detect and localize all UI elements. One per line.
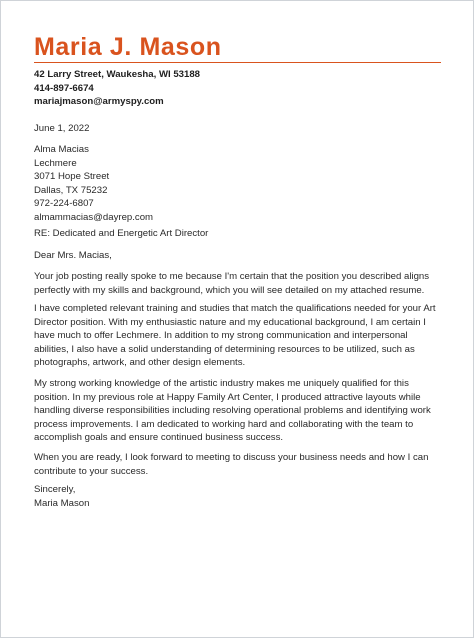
sender-phone: 414-897-6674 <box>34 82 94 94</box>
letter-date: June 1, 2022 <box>34 123 90 134</box>
paragraph-line: perfectly with my skills and background, which you will see detailed on my attached resume. <box>34 284 425 296</box>
paragraph-line: abilities, I also have a solid understanding of determining resources to be utilized, such as <box>34 343 415 355</box>
paragraph-2 <box>34 302 449 370</box>
paragraph-line: I have completed relevant training and studies that match the qualifications needed for your Art <box>34 303 436 314</box>
sender-name: Maria J. Mason <box>34 33 222 61</box>
closing: Sincerely, <box>34 484 76 495</box>
recipient-company: Lechmere <box>34 157 77 169</box>
signature-name: Maria Mason <box>34 497 90 509</box>
paragraph-line: position. In my previous role at Happy Family Art Center, I produced attractive layouts while <box>34 391 421 403</box>
paragraph-line: When you are ready, I look forward to meeting to discuss your business needs and how I can <box>34 452 429 463</box>
header-divider <box>34 62 441 63</box>
paragraph-line: accomplish goals and ensure continued business success. <box>34 432 284 444</box>
paragraph-line: Your job posting really spoke to me because I'm certain that the position you described aligns <box>34 271 430 282</box>
recipient-name: Alma Macias <box>34 144 89 155</box>
recipient-block <box>34 143 449 225</box>
paragraph-1 <box>34 270 449 297</box>
sender-address: 42 Larry Street, Waukesha, WI 53188 <box>34 69 201 80</box>
closing-block <box>34 483 449 510</box>
recipient-email: almammacias@dayrep.com <box>34 211 154 223</box>
paragraph-line: contribute to your success. <box>34 465 149 477</box>
recipient-city: Dallas, TX 75232 <box>34 184 108 196</box>
salutation: Dear Mrs. Macias, <box>34 250 112 261</box>
paragraph-line: have much to offer Lechmere. In addition to my strong communication and interpersonal <box>34 330 408 342</box>
sender-email: mariajmason@armyspy.com <box>34 96 164 107</box>
paragraph-3 <box>34 377 449 445</box>
paragraph-4 <box>34 451 449 478</box>
paragraph-line: photographs, artwork, and other design elements. <box>34 357 246 369</box>
recipient-street: 3071 Hope Street <box>34 171 110 183</box>
sender-contact-block <box>34 68 200 109</box>
recipient-phone: 972-224-6807 <box>34 198 94 210</box>
subject-line: RE: Dedicated and Energetic Art Director <box>34 228 209 239</box>
paragraph-line: My strong working knowledge of the artistic industry makes me uniquely qualified for this <box>34 378 409 389</box>
paragraph-line: Director position. With my enthusiastic nature and my educational background, I am certain I <box>34 316 426 328</box>
paragraph-line: process improvements. I am dedicated to working hard and collaborating with the team to <box>34 418 414 430</box>
paragraph-line: handling diverse responsibilities including resolving operational problems and identifying work <box>34 405 431 417</box>
